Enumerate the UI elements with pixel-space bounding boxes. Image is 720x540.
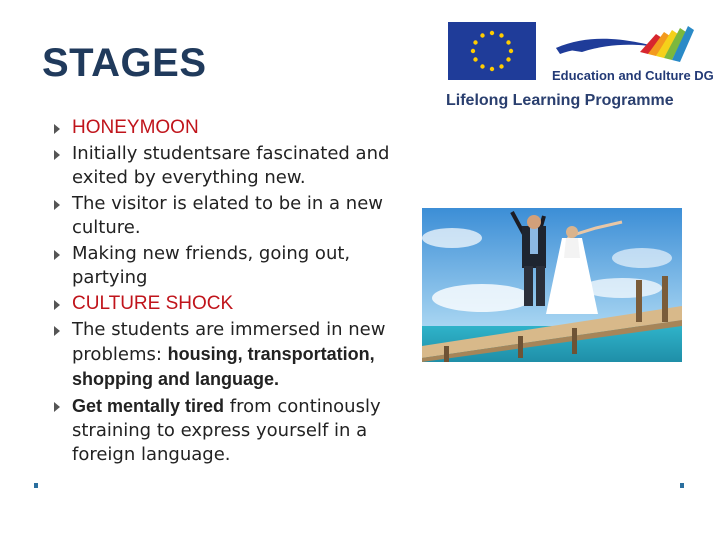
bullet-arrow-icon [54, 250, 60, 260]
bullet-list [50, 116, 430, 469]
bullet-text [72, 396, 381, 465]
bullet-text [72, 193, 383, 238]
bullet-text-part: housing, transportation, shopping and language. [72, 344, 375, 389]
bullet-item [50, 242, 430, 290]
bullet-arrow-icon [54, 124, 60, 134]
programme-label: Lifelong Learning Programme [446, 92, 674, 109]
bullet-text [72, 243, 350, 288]
jumping-couple-photo [422, 208, 682, 362]
bullet-arrow-icon [54, 150, 60, 160]
bullet-text-part: from continously straining to express yourself in a foreign language. [72, 396, 381, 465]
bullet-text-part: Get mentally tired [72, 396, 225, 416]
bullet-item [50, 394, 430, 467]
bullet-text-part: The visitor is elated to be in a new culture. [72, 193, 384, 238]
bullet-item [50, 116, 430, 140]
bullet-arrow-icon [54, 300, 60, 310]
bullet-text-part: Initially studentsare fascinated and exited by everything new. [72, 143, 390, 188]
dg-label: Education and Culture DG [552, 68, 714, 83]
slide-title: STAGES [42, 41, 207, 85]
bullet-text-part: Making new friends, going out, partying [72, 243, 351, 288]
footer-dot-right [680, 483, 684, 488]
eu-programme-logo [444, 16, 714, 116]
bullet-arrow-icon [54, 402, 60, 412]
bullet-text-part: The students are immersed in new problems: [72, 319, 386, 365]
dg-swoosh-icon [552, 18, 702, 66]
eu-flag-icon [448, 22, 536, 80]
bullet-text [72, 293, 233, 314]
eu-stars-icon [448, 22, 536, 80]
bullet-arrow-icon [54, 326, 60, 336]
bullet-item [50, 192, 430, 240]
bullet-arrow-icon [54, 200, 60, 210]
beach-scene-image [422, 208, 682, 362]
bullet-item [50, 142, 430, 190]
bullet-text [72, 319, 385, 390]
bullet-text-part: CULTURE SHOCK [72, 293, 234, 314]
footer-dot-left [34, 483, 38, 488]
bullet-text-part: HONEYMOON [72, 117, 199, 138]
bullet-text [72, 117, 199, 138]
bullet-item [50, 318, 430, 392]
bullet-item [50, 292, 430, 316]
bullet-text [72, 143, 389, 188]
